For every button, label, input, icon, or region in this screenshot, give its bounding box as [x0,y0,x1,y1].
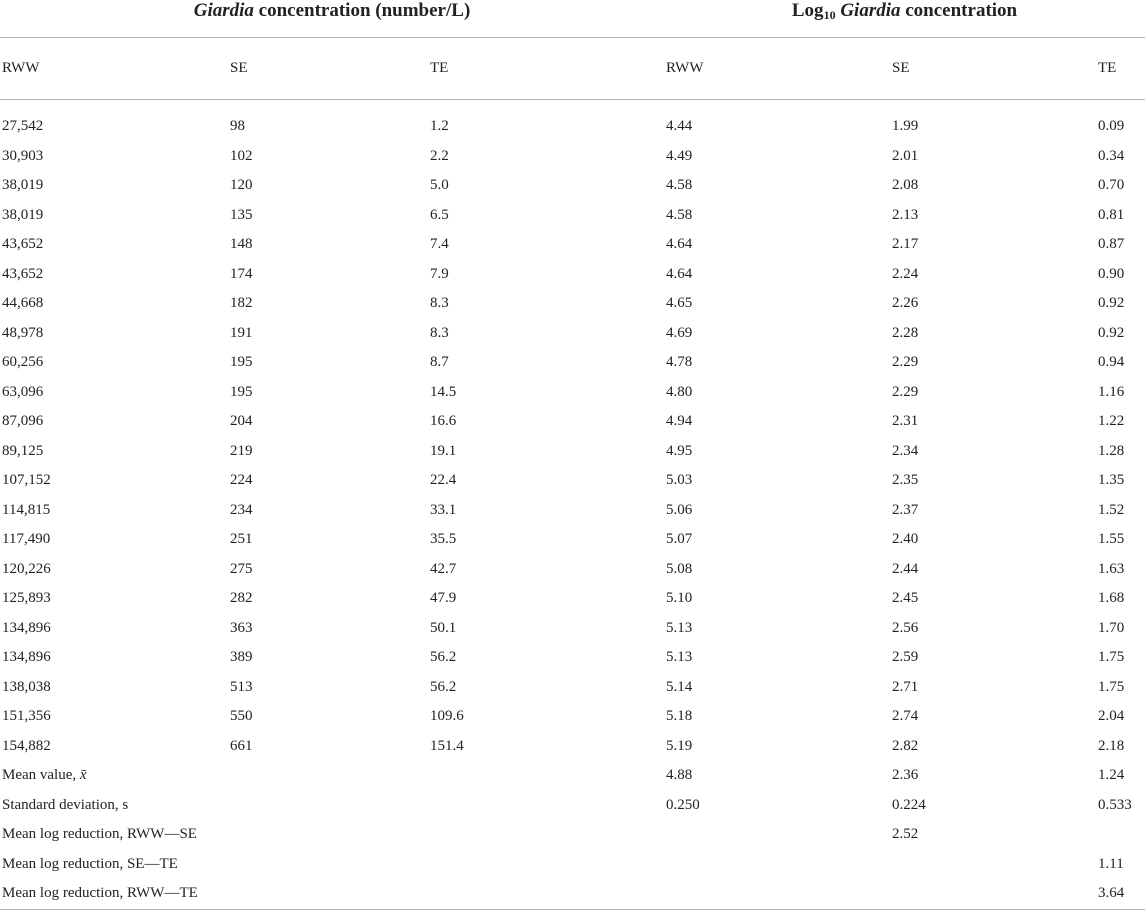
summary-row [0,761,1145,791]
summary-label-text: Mean log reduction, SE—TE [2,855,178,872]
table-cell: 87,096 [2,413,44,430]
table-cell: 4.64 [666,236,693,253]
summary-label-text: Mean value, [2,767,80,784]
summary-row [0,850,1145,880]
table-cell: 7.9 [430,265,449,282]
table-cell: 2.59 [892,649,919,666]
table-row [0,201,1145,231]
table-cell: 4.95 [666,442,693,459]
table-cell: 4.94 [666,413,693,430]
table-cell: 151,356 [2,708,51,725]
table-cell: 513 [230,678,253,695]
table-cell: 182 [230,295,253,312]
summary-cell: 0.224 [892,796,926,813]
summary-label-text: Standard deviation, s [2,796,129,813]
summary-cell: 2.36 [892,767,919,784]
table-cell: 63,096 [2,383,44,400]
table-row [0,112,1145,142]
table-cell: 14.5 [430,383,457,400]
table-cell: 5.03 [666,472,693,489]
table-cell: 204 [230,413,253,430]
column-header-log-rww: RWW [664,38,890,100]
table-cell: 1.35 [1098,472,1125,489]
table-cell: 5.06 [666,501,693,518]
table-cell: 98 [230,118,245,135]
table-cell: 0.81 [1098,206,1125,223]
table-cell: 2.08 [892,177,919,194]
table-cell: 5.08 [666,560,693,577]
table-cell: 2.34 [892,442,919,459]
table-cell: 35.5 [430,531,457,548]
table-cell: 2.44 [892,560,919,577]
table-cell: 5.0 [430,177,449,194]
table-cell: 0.70 [1098,177,1125,194]
table-cell: 2.74 [892,708,919,725]
summary-label [0,791,228,821]
table-cell: 2.82 [892,737,919,754]
table-cell: 234 [230,501,253,518]
table-row [0,555,1145,585]
table-cell: 120 [230,177,253,194]
table-cell: 2.37 [892,501,919,518]
table-cell: 4.80 [666,383,693,400]
table-cell: 2.56 [892,619,919,636]
summary-cell [228,820,428,850]
table-cell: 2.2 [430,147,449,164]
table-row [0,673,1145,703]
table-cell: 117,490 [2,531,51,548]
table-cell: 42.7 [430,560,457,577]
table-cell: 154,882 [2,737,51,754]
summary-label [0,761,228,791]
summary-cell [428,761,664,791]
table-cell: 16.6 [430,413,457,430]
table-cell: 19.1 [430,442,457,459]
table-row [0,260,1145,290]
table-cell: 6.5 [430,206,449,223]
table-cell: 56.2 [430,649,457,666]
table-cell: 251 [230,531,253,548]
summary-row [0,820,1145,850]
table-cell: 2.24 [892,265,919,282]
table-cell: 2.31 [892,413,919,430]
table-row [0,466,1145,496]
table-cell: 0.09 [1098,118,1125,135]
column-header-row [0,38,1145,100]
table-cell: 102 [230,147,253,164]
table-cell: 4.58 [666,177,693,194]
group-header-log-concentration [664,0,1145,38]
table-cell: 2.17 [892,236,919,253]
table-cell: 0.90 [1098,265,1125,282]
table-cell: 219 [230,442,253,459]
table-cell: 135 [230,206,253,223]
table-cell: 2.29 [892,383,919,400]
summary-cell [890,850,1096,880]
table-row [0,289,1145,319]
table-row [0,525,1145,555]
table-cell: 134,896 [2,619,51,636]
summary-label [0,850,228,880]
group-header-row [0,0,1145,38]
column-header-rww: RWW [0,38,228,100]
table-cell: 191 [230,324,253,341]
table-cell: 2.26 [892,295,919,312]
table-cell: 2.04 [1098,708,1125,725]
summary-cell [664,820,890,850]
spacer-row [0,100,1145,113]
summary-cell [428,850,664,880]
summary-cell: 1.11 [1098,855,1124,872]
table-cell: 148 [230,236,253,253]
table-cell: 134,896 [2,649,51,666]
table-row [0,171,1145,201]
column-header-log-se: SE [890,38,1096,100]
summary-cell: 1.24 [1098,767,1125,784]
table-cell: 5.13 [666,619,693,636]
table-cell: 60,256 [2,354,44,371]
table-row [0,348,1145,378]
group-header-concentration-italic: Giardia [193,0,254,21]
table-cell: 275 [230,560,253,577]
table-cell: 7.4 [430,236,449,253]
table-cell: 1.99 [892,118,919,135]
table-cell: 2.45 [892,590,919,607]
table-cell: 109.6 [430,708,464,725]
table-cell: 2.18 [1098,737,1125,754]
table-cell: 8.3 [430,324,449,341]
table-cell: 2.28 [892,324,919,341]
table-cell: 661 [230,737,253,754]
table-row [0,732,1145,762]
table-cell: 48,978 [2,324,44,341]
table-cell: 5.18 [666,708,693,725]
table-cell: 2.13 [892,206,919,223]
table-cell: 4.58 [666,206,693,223]
summary-cell [428,791,664,821]
summary-cell: 0.533 [1098,796,1132,813]
table-cell: 4.64 [666,265,693,282]
table-cell: 5.19 [666,737,693,754]
table-cell: 195 [230,354,253,371]
summary-cell [428,820,664,850]
table-cell: 0.87 [1098,236,1125,253]
table-cell: 47.9 [430,590,457,607]
summary-cell [228,761,428,791]
table-cell: 89,125 [2,442,44,459]
summary-cell [890,879,1096,909]
table-cell: 2.29 [892,354,919,371]
column-header-se: SE [228,38,428,100]
table-cell: 138,038 [2,678,51,695]
table-cell: 27,542 [2,118,44,135]
group-header-log-pre: Log [791,0,824,21]
table-cell: 550 [230,708,253,725]
spacer-cell [0,100,1145,113]
table-cell: 22.4 [430,472,457,489]
table-cell: 5.10 [666,590,693,607]
table-cell: 30,903 [2,147,44,164]
table-cell: 4.44 [666,118,693,135]
table-cell: 195 [230,383,253,400]
table-cell: 50.1 [430,619,457,636]
table-row [0,702,1145,732]
table-cell: 389 [230,649,253,666]
table-cell: 363 [230,619,253,636]
table-row [0,230,1145,260]
table-cell: 1.22 [1098,413,1125,430]
summary-label [0,820,228,850]
group-header-log-sub: 10 [823,8,836,22]
summary-cell [228,879,428,909]
summary-label [0,879,228,909]
table-cell: 2.40 [892,531,919,548]
group-header-concentration-rest: concentration (number/L) [253,0,471,21]
table-cell: 4.78 [666,354,693,371]
summary-row [0,879,1145,909]
table-cell: 4.69 [666,324,693,341]
table-cell: 114,815 [2,501,51,518]
table-cell: 282 [230,590,253,607]
table-cell: 8.7 [430,354,449,371]
table-row [0,584,1145,614]
table-cell: 33.1 [430,501,457,518]
summary-cell: 4.88 [666,767,693,784]
table-cell: 38,019 [2,177,44,194]
table-row [0,437,1145,467]
table-row [0,643,1145,673]
group-header-log-italic: Giardia [835,0,901,21]
table-cell: 56.2 [430,678,457,695]
table-cell: 2.71 [892,678,919,695]
table-row [0,319,1145,349]
table-row [0,378,1145,408]
table-cell: 1.75 [1098,678,1125,695]
table-cell: 8.3 [430,295,449,312]
summary-row [0,791,1145,821]
table-cell: 43,652 [2,236,44,253]
table-cell: 1.63 [1098,560,1125,577]
table-cell: 0.34 [1098,147,1125,164]
table-cell: 1.68 [1098,590,1125,607]
summary-cell: 0.250 [666,796,700,813]
table-cell: 4.65 [666,295,693,312]
summary-cell [1096,820,1145,850]
table-cell: 1.52 [1098,501,1125,518]
summary-cell [228,791,428,821]
table-cell: 1.75 [1098,649,1125,666]
column-header-te: TE [428,38,664,100]
table-cell: 151.4 [430,737,464,754]
summary-cell [664,879,890,909]
table-cell: 5.13 [666,649,693,666]
table-cell: 43,652 [2,265,44,282]
summary-cell: 3.64 [1096,879,1145,909]
table-cell: 107,152 [2,472,51,489]
table-cell: 0.92 [1098,295,1125,312]
summary-cell [228,850,428,880]
table-cell: 1.28 [1098,442,1125,459]
summary-label-symbol: x̄ [79,767,87,784]
table-row [0,496,1145,526]
table-cell: 125,893 [2,590,51,607]
column-header-log-te: TE [1096,38,1145,100]
table-cell: 1.70 [1098,619,1125,636]
table-body [0,100,1145,910]
table-row [0,614,1145,644]
table-cell: 174 [230,265,253,282]
summary-label-text: Mean log reduction, RWW—TE [2,885,198,902]
summary-cell [664,850,890,880]
summary-cell: 2.52 [892,826,919,843]
table-cell: 1.16 [1098,383,1125,400]
group-header-log-rest: concentration [900,0,1018,21]
group-header-concentration [0,0,664,38]
table-cell: 2.35 [892,472,919,489]
table-cell: 1.55 [1098,531,1125,548]
table-cell: 0.92 [1098,324,1125,341]
table-row [0,142,1145,172]
table-cell: 44,668 [2,295,44,312]
table-cell: 224 [230,472,253,489]
table-cell: 120,226 [2,560,51,577]
table-row [0,407,1145,437]
table-cell: 2.01 [892,147,919,164]
table-cell: 0.94 [1098,354,1125,371]
table-cell: 5.07 [666,531,693,548]
table-cell: 1.2 [430,118,449,135]
table-cell: 4.49 [666,147,693,164]
summary-cell [428,879,664,909]
table-cell: 5.14 [666,678,693,695]
table-cell: 38,019 [2,206,44,223]
summary-label-text: Mean log reduction, RWW—SE [2,826,197,843]
